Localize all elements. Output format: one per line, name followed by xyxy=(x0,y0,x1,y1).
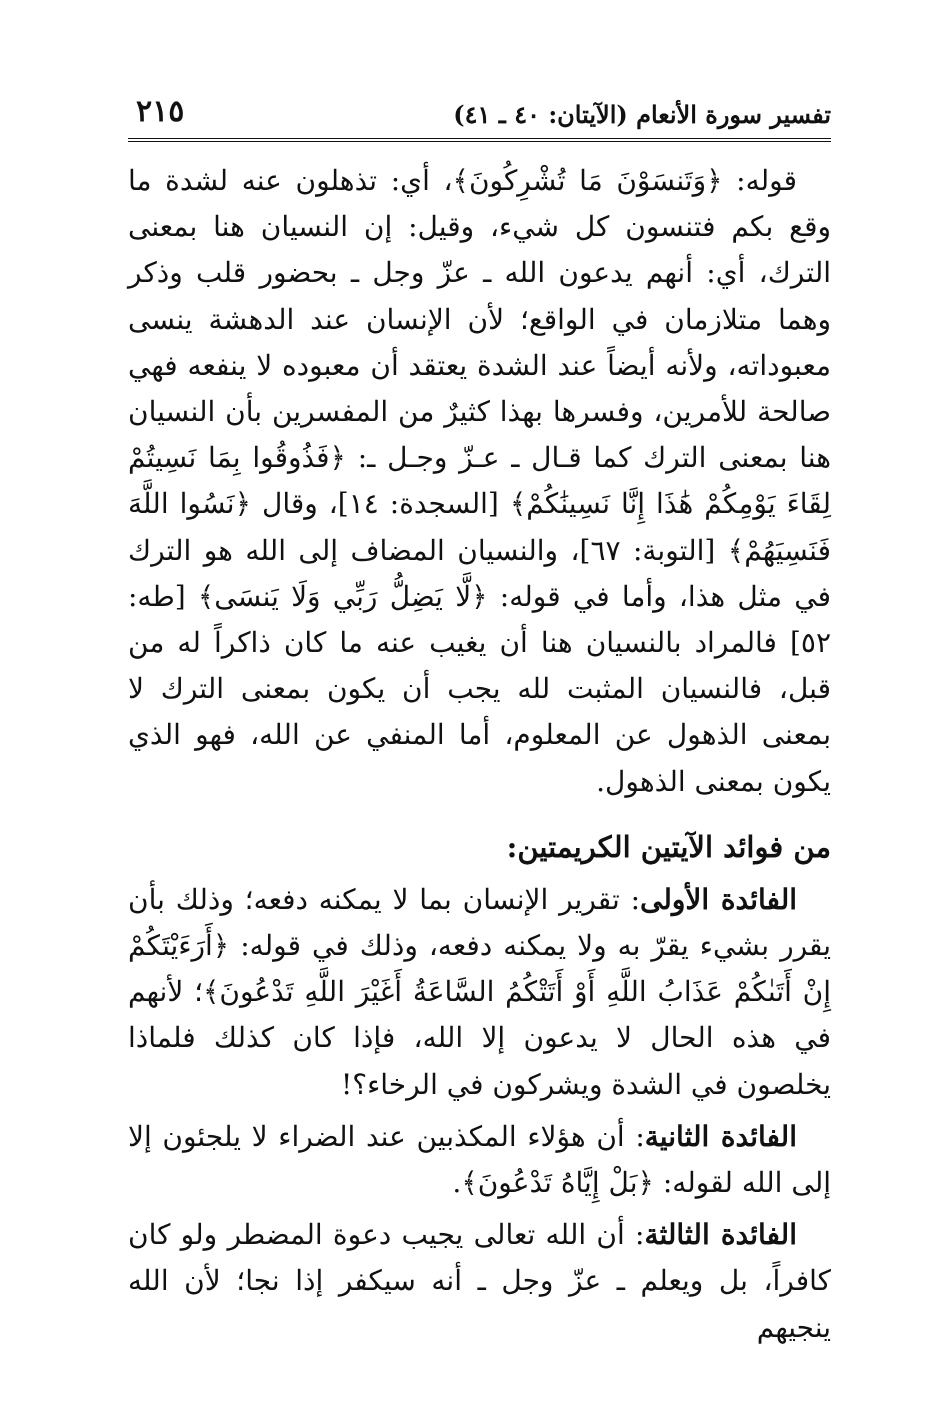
verse-reference: [طه: ٥٢] فالمراد بالنسيان هنا أن يغيب عنه ما كان ذاكراً له من قبل، فالنسيان المثبت لله يجب أن يكون بمعنى الترك لا بمعنى الذهول عن المعلوم، أما المنفي عن الله، فهو الذي يكون بمعنى الذهول. xyxy=(128,579,831,798)
quran-verse: ﴿أَرَءَيْتَكُمْ إِنْ أَتَىٰكُمْ عَذَابُ اللَّهِ أَوْ أَتَتْكُمُ السَّاعَةُ أَغَيْرَ اللَّهِ تَدْعُونَ﴾ xyxy=(128,929,832,1009)
benefit-label: الفائدة الأولى xyxy=(640,882,797,916)
quran-verse: ﴿نَسُوا اللَّهَ فَنَسِيَهُمْ﴾ xyxy=(128,487,831,567)
page-header xyxy=(128,94,831,142)
body-text: : أن هؤلاء المكذبين عند الضراء لا يلجئون إلا إلى الله لقوله: xyxy=(128,1119,831,1200)
quran-verse: ﴿فَذُوقُوا بِمَا نَسِيتُمْ لِقَاءَ يَوْمِكُمْ هَٰذَا إِنَّا نَسِينَٰكُمْ﴾ xyxy=(128,441,832,521)
page-number: ٢١٥ xyxy=(136,94,185,129)
quran-verse: ﴿لَّا يَضِلُّ رَبِّي وَلَا يَنسَى﴾ xyxy=(197,579,488,613)
running-title: تفسير سورة الأنعام (الآيتان: ٤٠ ـ ٤١) xyxy=(453,100,831,129)
quran-verse: ﴿وَتَنسَوْنَ مَا تُشْرِكُونَ﴾ xyxy=(452,164,723,197)
quran-verse: ﴿بَلْ إِيَّاهُ تَدْعُونَ﴾ xyxy=(461,1166,654,1200)
commentary-paragraph xyxy=(128,158,831,805)
body-text: : أن الله تعالى يجيب دعوة المضطر ولو كان كافراً، بل ويعلم ـ عزّ وجل ـ أنه سيكفر إذا نجا؛ لأن الله ينجيهم xyxy=(128,1218,831,1344)
intro-text: قوله: xyxy=(722,164,797,197)
body-text: . xyxy=(452,1166,462,1200)
verse-reference: [التوبة: ٦٧]، والنسيان المضاف إلى الله هو الترك في مثل هذا، وأما في قوله: xyxy=(128,533,831,613)
section-heading: من فوائد الآيتين الكريمتين: xyxy=(506,829,831,864)
body-text: : تقرير الإنسان بما لا يمكنه دفعه؛ وذلك بأن يقرر بشيء يقرّ به ولا يمكنه دفعه، وذلك في قوله: xyxy=(128,882,831,963)
benefit-label: الفائدة الثانية xyxy=(644,1119,797,1153)
verse-reference: [السجدة: ١٤]، وقال xyxy=(251,487,510,521)
benefit-label: الفائدة الثالثة xyxy=(644,1218,797,1252)
body-text: ؛ لأنهم في هذه الحال لا يدعون إلا الله، فإذا كان كذلك فلماذا يخلصون في الشدة ويشركون في الرخاء؟! xyxy=(128,975,831,1101)
benefit-paragraph-1 xyxy=(128,877,831,1108)
benefit-paragraph-2 xyxy=(128,1114,831,1206)
benefit-paragraph-3 xyxy=(128,1212,831,1351)
body-text: ، أي: تذهلون عنه لشدة ما وقع بكم فتنسون كل شيء، وقيل: إن النسيان هنا بمعنى الترك، أي: أنهم يدعون الله ـ عزّ وجل ـ بحضور قلب وذكر وهما متلازمان في الواقع؛ لأن الإنسان عند الدهشة ينسى معبوداته، ولأنه أيضاً عند الشدة يعتقد أن معبوده لا ينفعه فهي صالحة للأمرين، وفسرها بهذا كثيرٌ من المفسرين بأن النسيان هنا بمعنى الترك كما قـال ـ عـزّ وجـل ـ: xyxy=(128,164,832,475)
